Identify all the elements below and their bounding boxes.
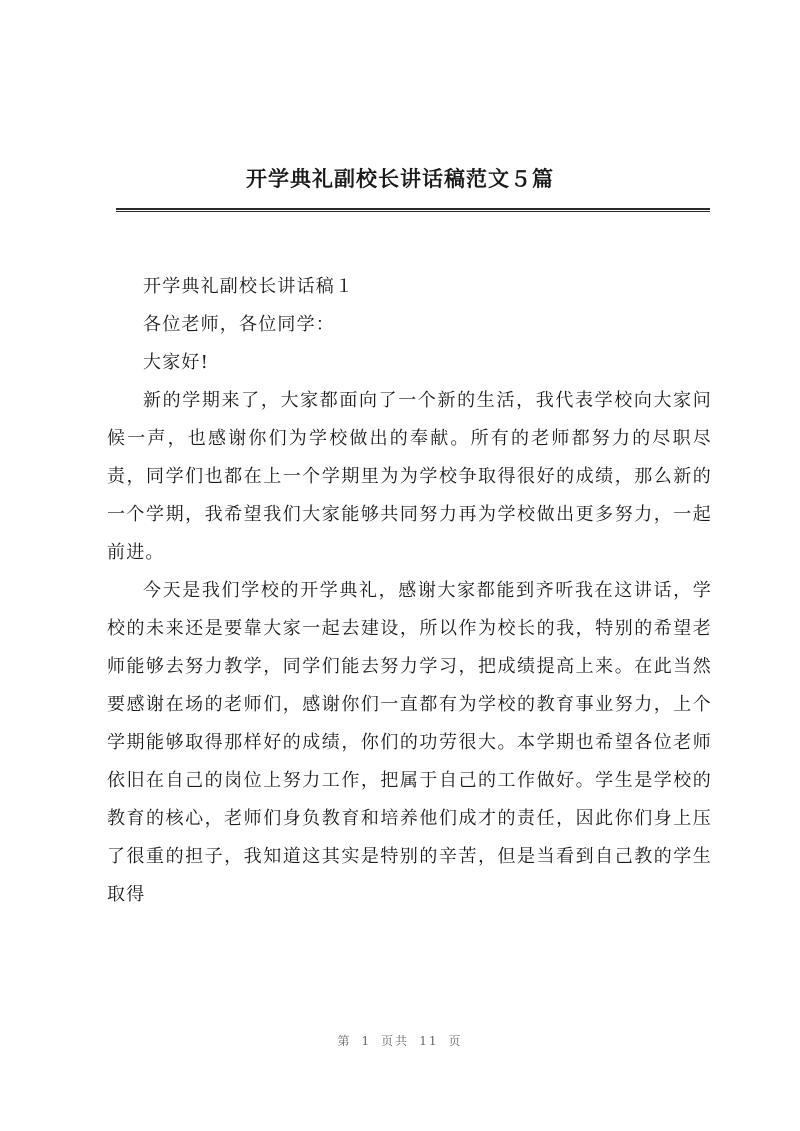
document-title: 开学典礼副校长讲话稿范文５篇 (246, 166, 554, 191)
footer-total-pages: 11 (419, 1034, 439, 1048)
footer-of-label: 页共 (381, 1034, 410, 1048)
footer-page-label: 第 (337, 1034, 352, 1048)
page-footer (0, 1032, 800, 1049)
footer-pages-label: 页 (448, 1034, 463, 1048)
greeting: 大家好! (143, 352, 210, 373)
section-heading: 开学典礼副校长讲话稿１ (143, 276, 355, 297)
title-divider (116, 208, 710, 212)
body-paragraph: 新的学期来了，大家都面向了一个新的生活，我代表学校向大家问候一声，也感谢你们为学校做出的奉献。所有的老师都努力的尽职尽责，同学们也都在上一个学期里为为学校争取得很好的成绩，那么新的一个学期，我希望我们大家能够共同努力再为学校做出更多努力，一起前进。 (107, 390, 712, 563)
body-paragraph: 今天是我们学校的开学典礼，感谢大家都能到齐听我在这讲话，学校的未来还是要靠大家一起去建设，所以作为校长的我，特别的希望老师能够去努力教学，同学们能去努力学习，把成绩提高上来。在此当然要感谢在场的老师们，感谢你们一直都有为学校的教育事业努力，上个学期能够取得那样好的成绩，你们的功劳很大。本学期也希望各位老师依旧在自己的岗位上努力工作，把属于自己的工作做好。学生是学校的教育的核心，老师们身负教育和培养他们成才的责任，因此你们身上压了很重的担子，我知道这其实是特别的辛苦，但是当看到自己教的学生取得 (107, 580, 712, 905)
document-body (107, 268, 712, 914)
salutation: 各位老师，各位同学： (143, 314, 335, 335)
footer-current-page: 1 (361, 1034, 372, 1048)
